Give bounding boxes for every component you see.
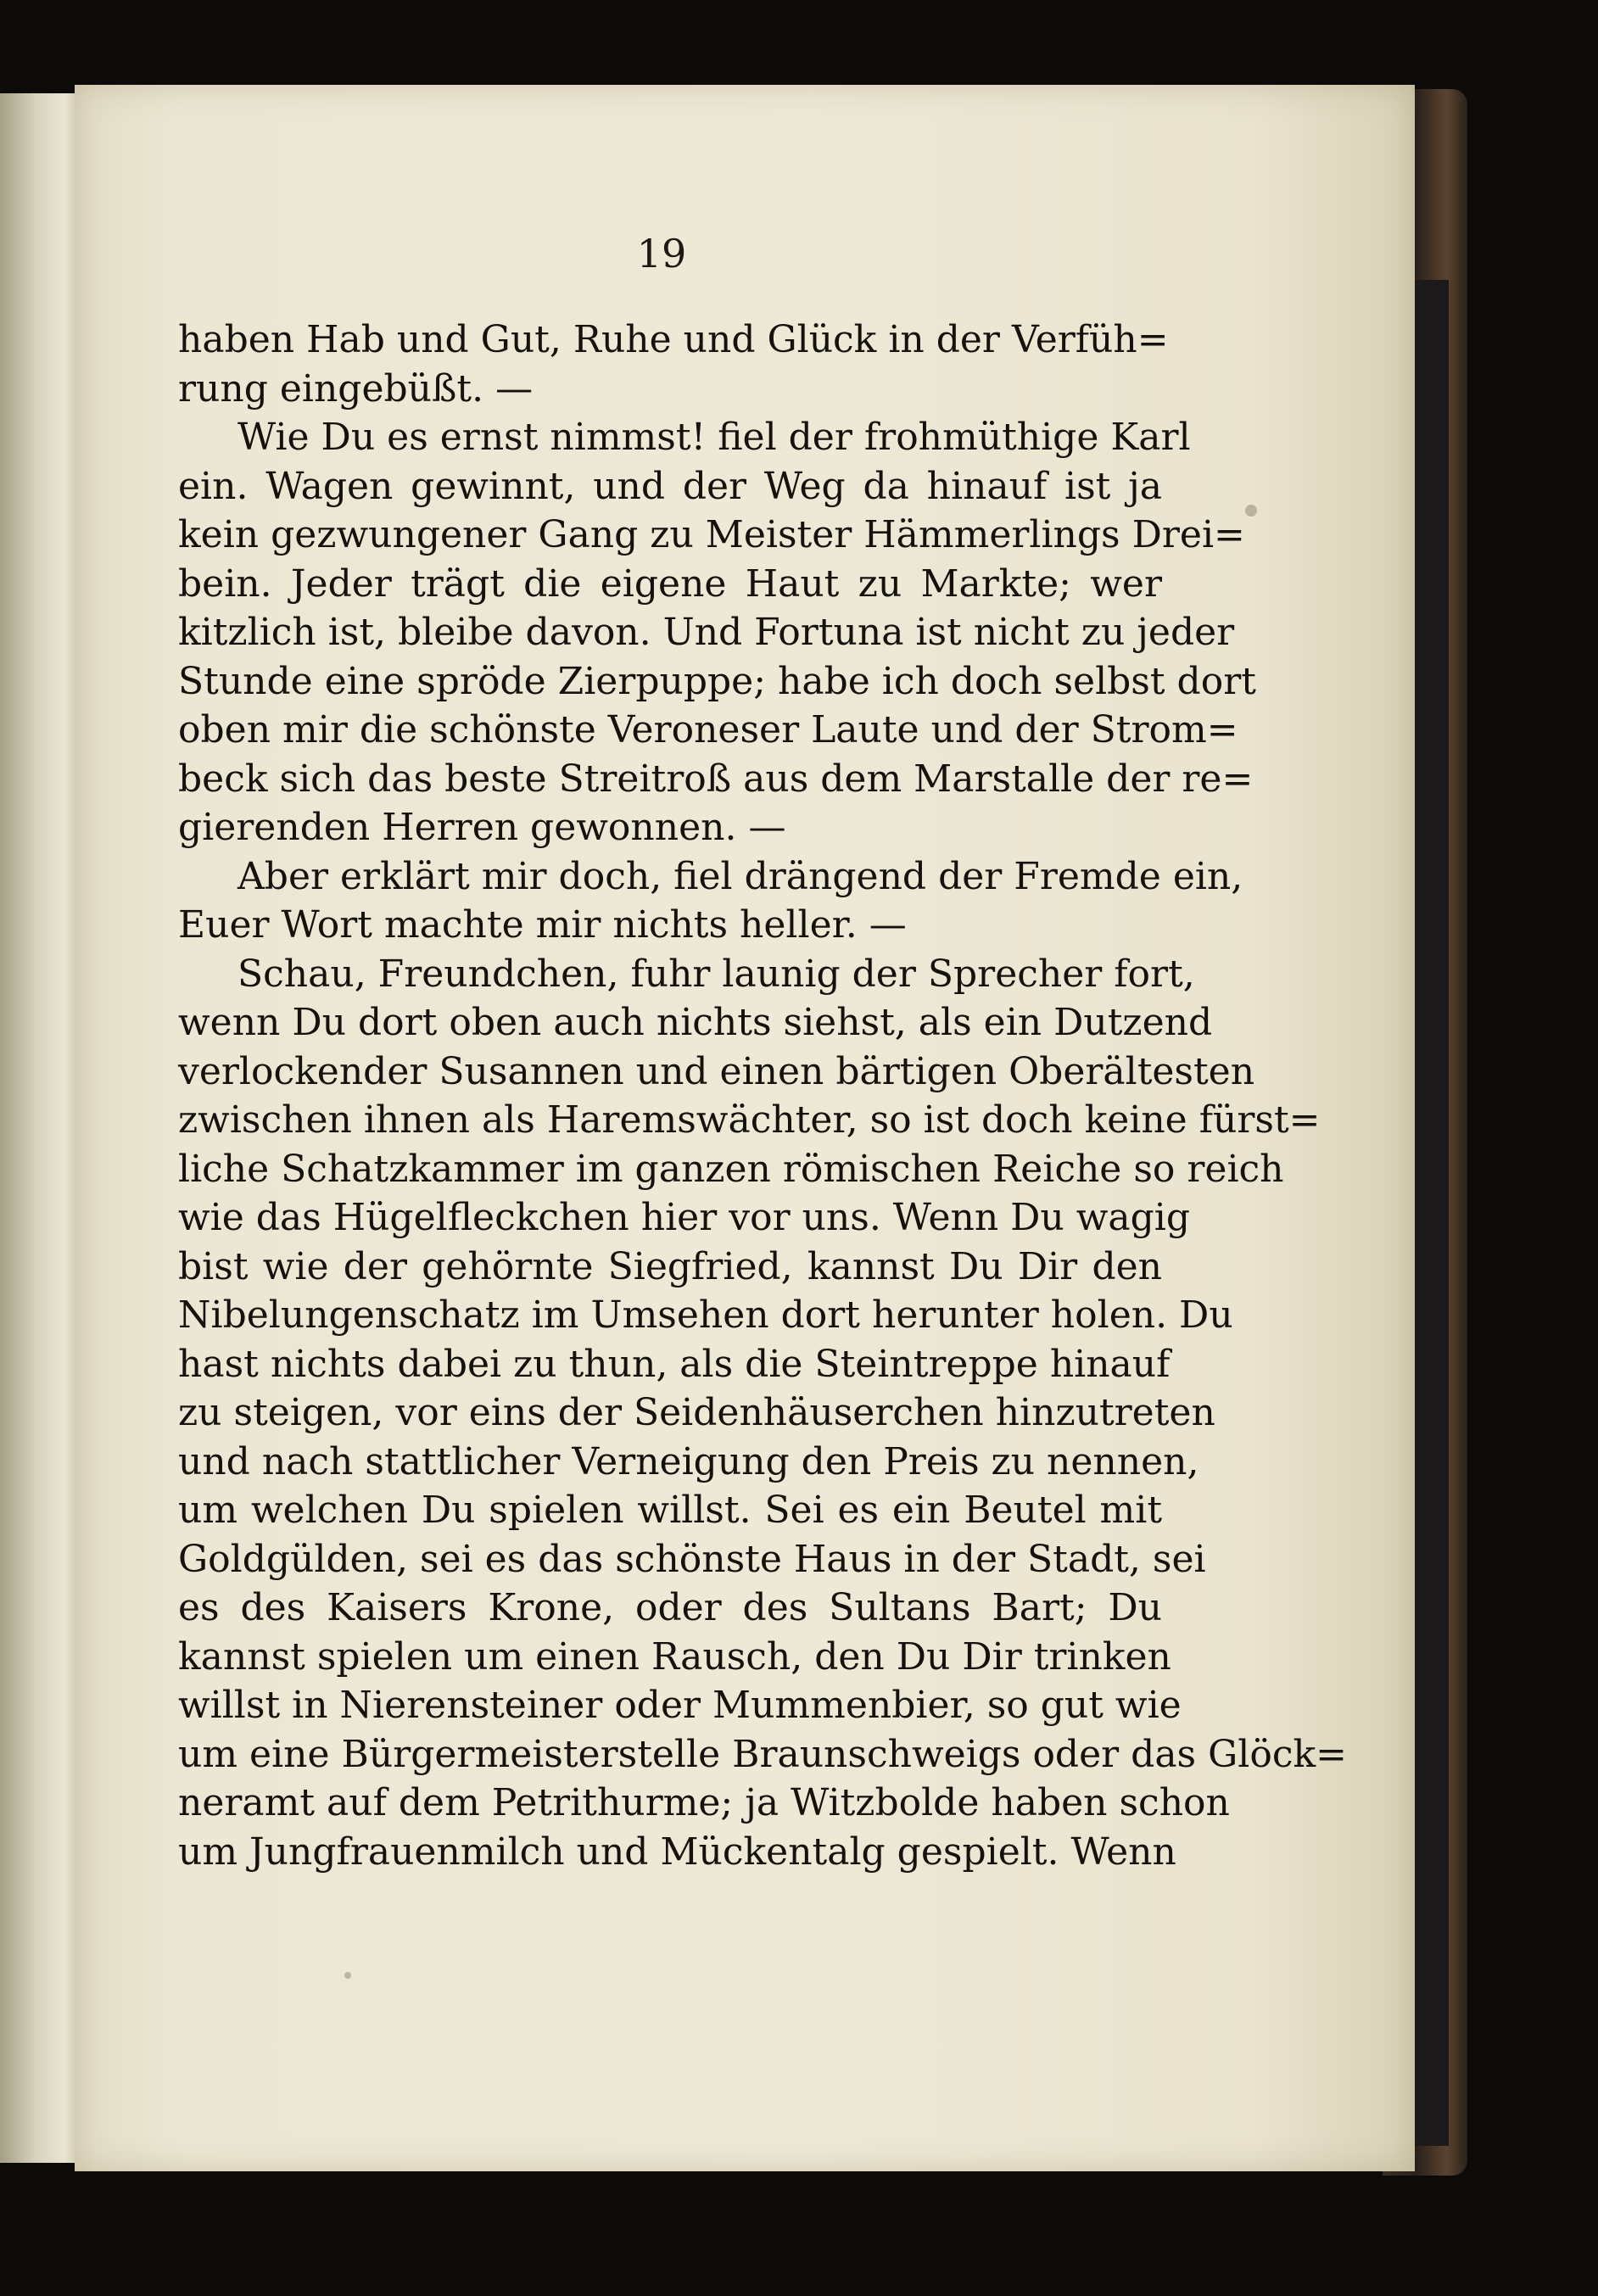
text-line: bein. Jeder trägt die eigene Haut zu Markte; wer [178,561,1162,606]
text-line: kannst spielen um einen Rausch, den Du Dir trinken [178,1634,1171,1679]
text-line: wie das Hügelfleckchen hier vor uns. Wenn Du wagig [178,1196,1191,1239]
text-line: Wie Du es ernst nimmst! fiel der frohmüthige Karl [237,416,1191,459]
body-text [178,316,1348,1876]
text-line: und nach stattlicher Verneigung den Preis zu nennen, [178,1439,1199,1483]
text-line: kein gezwungener Gang zu Meister Hämmerlings Drei= [178,513,1245,556]
text-line: Goldgülden, sei es das schönste Haus in der Stadt, sei [178,1537,1206,1581]
text-line: bist wie der gehörnte Siegfried, kannst Du Dir den [178,1244,1162,1288]
text-line: hast nichts dabei zu thun, als die Steintreppe hinauf [178,1342,1171,1386]
paper-stain [344,1972,351,1979]
text-line: zwischen ihnen als Haremswächter, so ist doch keine fürst= [178,1098,1321,1142]
facing-page-edge [0,93,82,2163]
text-line: kitzlich ist, bleibe davon. Und Fortuna ist nicht zu jeder [178,611,1235,654]
text-line: Stunde eine spröde Zierpuppe; habe ich doch selbst dort [178,659,1256,703]
text-line: um welchen Du spielen willst. Sei es ein Beutel mit [178,1489,1162,1532]
text-line: zu steigen, vor eins der Seidenhäuserchen hinzutreten [178,1391,1215,1434]
text-line: gierenden Herren gewonnen. — [178,806,786,849]
text-line: Aber erklärt mir doch, fiel drängend der Fremde ein, [237,854,1243,898]
text-line: Nibelungenschatz im Umsehen dort herunter holen. Du [178,1293,1233,1337]
text-line: Euer Wort machte mir nichts heller. — [178,903,907,947]
text-line: haben Hab und Gut, Ruhe und Glück in der Verfüh= [178,318,1169,361]
text-line: um eine Bürgermeisterstelle Braunschweigs oder das Glöck= [178,1732,1348,1776]
text-line: um Jungfrauenmilch und Mückentalg gespielt. Wenn [178,1830,1176,1874]
text-line: rung eingebüßt. — [178,366,534,411]
text-line: liche Schatzkammer im ganzen römischen Reiche so reich [178,1147,1284,1191]
text-line: oben mir die schönste Veroneser Laute und der Strom= [178,708,1238,751]
text-line: beck sich das beste Streitroß aus dem Marstalle der re= [178,757,1254,801]
text-line: ein. Wagen gewinnt, und der Weg da hinauf ist ja [178,464,1162,508]
page-number: 19 [636,231,687,277]
text-line: es des Kaisers Krone, oder des Sultans Bart; Du [178,1586,1162,1629]
text-line: verlockender Susannen und einen bärtigen Oberältesten [178,1049,1255,1093]
text-line: willst in Nierensteiner oder Mummenbier, so gut wie [178,1684,1182,1727]
paper-stain [1245,505,1257,517]
text-line: Schau, Freundchen, fuhr launig der Sprecher fort, [237,952,1195,996]
text-line: wenn Du dort oben auch nichts siehst, als ein Dutzend [178,1001,1213,1044]
text-line: neramt auf dem Petrithurme; ja Witzbolde haben schon [178,1781,1230,1824]
